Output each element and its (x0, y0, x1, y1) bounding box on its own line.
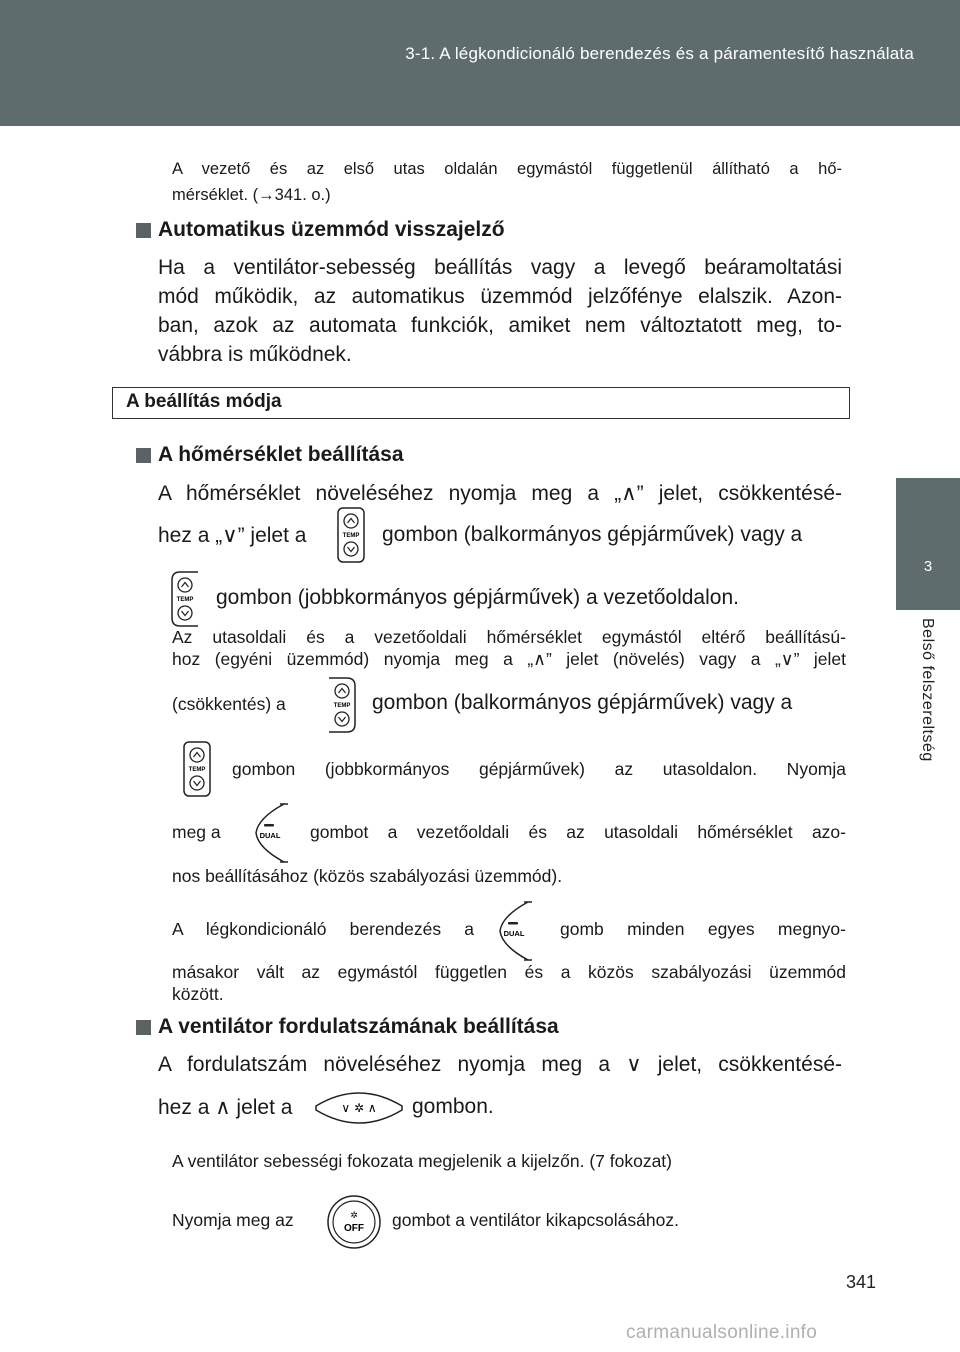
bullet-square (136, 1020, 151, 1035)
temp-button-icon (180, 740, 214, 798)
fan-note: gombot a ventilátor kikapcsolásához. (392, 1210, 679, 1230)
fan-heading: A ventilátor fordulatszámának beállítása (158, 1015, 559, 1038)
temperature-note: A légkondicionáló berendezés a (172, 919, 474, 939)
auto-mode-heading: Automatikus üzemmód visszajelző (158, 218, 505, 241)
fan-icon: ✲ (350, 1211, 358, 1221)
side-tab-marker (896, 478, 960, 610)
temperature-note: (csökkentés) a (172, 694, 286, 714)
auto-mode-text: ban, azok az automata funkciók, amiket nem változtatott meg, to- (158, 314, 842, 337)
off-label: OFF (344, 1223, 364, 1234)
chapter-number: 3 (923, 558, 933, 575)
fan-text: A fordulatszám növeléséhez nyomja meg a ∨ jelet, csökkentésé- (158, 1053, 842, 1076)
fan-text: hez a ∧ jelet a (158, 1096, 293, 1119)
fan-speed-button-icon (312, 1084, 406, 1134)
temp-button-icon (325, 676, 359, 734)
temperature-note: meg a (172, 822, 221, 842)
fan-text: gombon. (412, 1095, 494, 1118)
temperature-note: gombon (balkormányos gépjárművek) vagy a (372, 691, 793, 714)
temperature-note: gombon (jobbkormányos gépjárművek) az utasoldalon. Nyomja (232, 759, 846, 779)
chapter-label: Belső felszereltség (919, 618, 936, 762)
auto-mode-text: vábbra is működnek. (158, 343, 352, 366)
watermark: carmanualsonline.info (626, 1322, 818, 1343)
page-header (0, 0, 960, 126)
temperature-text: hez a „∨” jelet a (158, 524, 307, 547)
temp-label: TEMP (176, 597, 194, 603)
temp-button-icon (334, 506, 368, 564)
intro-line: mérséklet. (→341. o.) (172, 186, 331, 204)
temp-button-icon (168, 570, 202, 628)
fan-note: A ventilátor sebességi fokozata megjelenik a kijelzőn. (7 fokozat) (172, 1151, 672, 1171)
dual-label: DUAL (503, 929, 525, 938)
dual-label: DUAL (259, 831, 281, 840)
bullet-square (136, 448, 151, 463)
temperature-note: gombot a vezetőoldali és az utasoldali hőmérséklet azo- (310, 822, 846, 842)
fan-note: Nyomja meg az (172, 1210, 294, 1230)
temperature-note: között. (172, 984, 224, 1004)
temperature-note: másakor vált az egymástól független és a közös szabályozási üzemmód (172, 962, 846, 982)
temp-label: TEMP (333, 703, 351, 709)
temp-label: TEMP (188, 767, 206, 773)
dual-button-icon (492, 900, 538, 962)
fan-symbols: ∨ ✲ ∧ (341, 1101, 377, 1115)
page-number: 341 (846, 1272, 877, 1292)
temperature-text: A hőmérséklet növeléséhez nyomja meg a „∧” jelet, csökkentésé- (158, 482, 842, 505)
auto-mode-text: mód működik, az automatikus üzemmód jelzőfénye elalszik. Azon- (158, 285, 842, 308)
temp-label: TEMP (342, 533, 360, 539)
section-title: A beállítás módja (126, 391, 282, 412)
fan-off-button-icon (326, 1194, 382, 1250)
temperature-note: hoz (egyéni üzemmód) nyomja meg a „∧” jelet (növelés) vagy a „∨” jelet (172, 649, 846, 669)
bullet-square (136, 223, 151, 238)
temperature-heading: A hőmérséklet beállítása (158, 443, 404, 466)
temperature-note: Az utasoldali és a vezetőoldali hőmérséklet egymástól eltérő beállítású- (172, 627, 846, 647)
temperature-text: gombon (balkormányos gépjárművek) vagy a (382, 523, 803, 546)
temperature-note: gomb minden egyes megnyo- (560, 919, 846, 939)
intro-line: A vezető és az első utas oldalán egymástól függetlenül állítható a hő- (172, 160, 842, 178)
temperature-text: gombon (jobbkormányos gépjárművek) a vezetőoldalon. (216, 586, 739, 609)
temperature-note: nos beállításához (közös szabályozási üzemmód). (172, 866, 563, 886)
dual-button-icon (248, 802, 294, 864)
auto-mode-text: Ha a ventilátor-sebesség beállítás vagy a levegő beáramoltatási (158, 256, 842, 279)
chapter-title: 3-1. A légkondicionáló berendezés és a páramentesítő használata (405, 44, 914, 63)
